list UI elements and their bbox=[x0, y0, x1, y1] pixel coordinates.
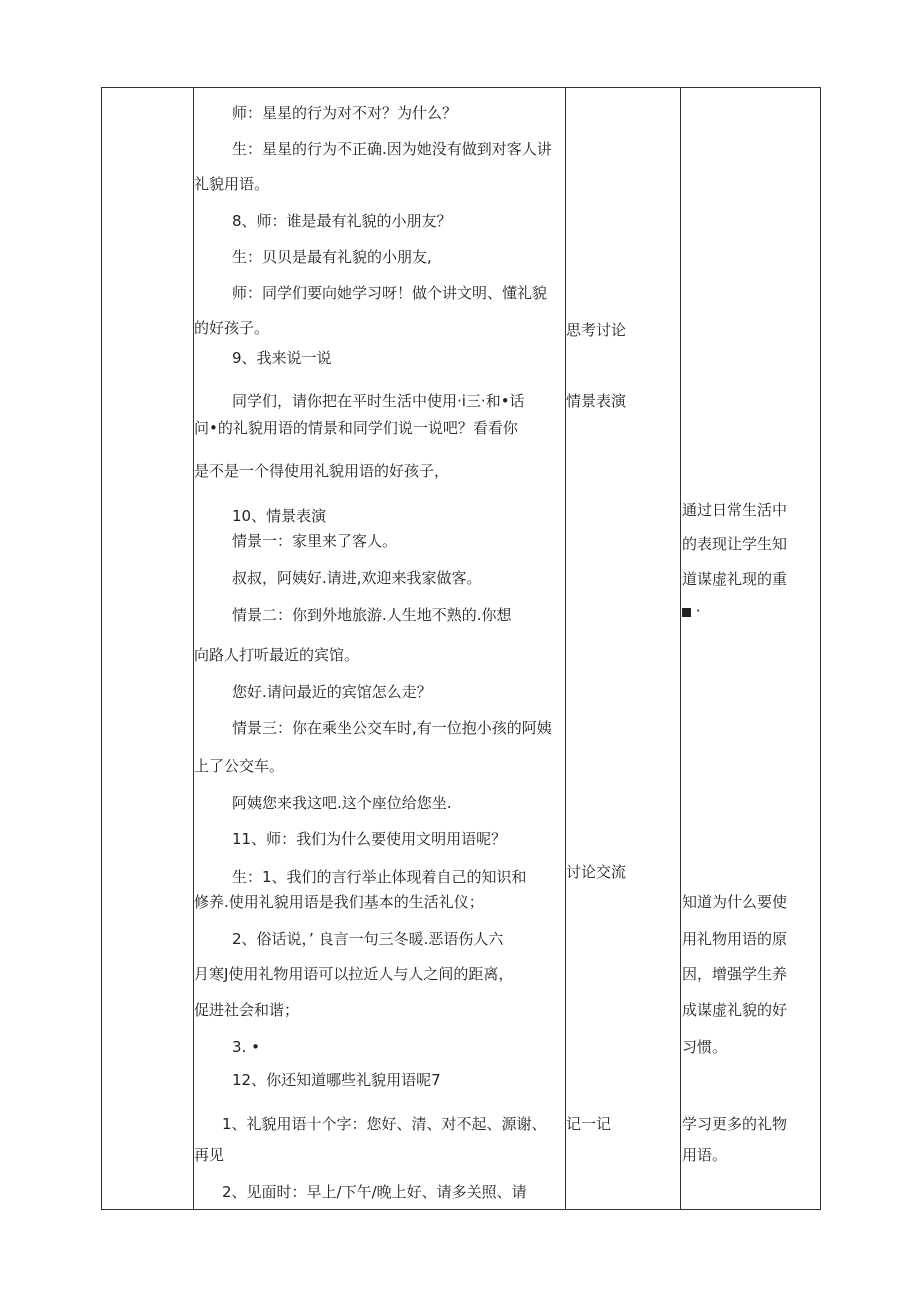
process-line: 1、礼貌用语十个字：您好、清、对不起、源谢、 bbox=[222, 1115, 547, 1133]
square-mark-icon bbox=[682, 608, 691, 617]
table-border-col4 bbox=[680, 87, 681, 1210]
process-line: 月寒J使用礼物用语可以拉近人与人之间的距离， bbox=[194, 965, 514, 983]
process-line: 11、师：我们为什么要使用文明用语呢？ bbox=[232, 830, 507, 848]
process-line: 生：贝贝是最有礼貌的小朋友, bbox=[232, 248, 432, 266]
process-line: 再见 bbox=[194, 1146, 225, 1164]
process-line: 阿姨您来我这吧.这个座位给您坐. bbox=[232, 794, 452, 812]
process-line: 是不是一个得使用礼貌用语的好孩子， bbox=[194, 462, 450, 480]
activity-label: 记一记 bbox=[566, 1115, 612, 1133]
process-line: 上了公交车。 bbox=[194, 757, 285, 775]
process-line: 3. • bbox=[232, 1038, 260, 1056]
activity-label: 思考讨论 bbox=[566, 321, 627, 339]
process-line: 促进社会和谐； bbox=[194, 1001, 300, 1019]
process-line: 9、我来说一说 bbox=[232, 349, 332, 367]
purpose-line: 道谋虚礼现的重 bbox=[682, 570, 788, 588]
process-line: 礼貌用语。 bbox=[194, 175, 270, 193]
process-line: 8、师：谁是最有礼貌的小朋友？ bbox=[232, 212, 452, 230]
process-line: 师：星星的行为对不对？为什么？ bbox=[232, 104, 458, 122]
purpose-line: 因，增强学生养 bbox=[682, 965, 788, 983]
process-line: 12、你还知道哪些礼貌用语呢7 bbox=[232, 1071, 441, 1089]
table-bottom-border bbox=[101, 1209, 821, 1210]
purpose-line: 用礼物用语的原 bbox=[682, 930, 788, 948]
process-line: 情景二：你到外地旅游.人生地不熟的.你想 bbox=[232, 606, 512, 624]
purpose-line-end bbox=[682, 601, 701, 621]
table-border-col3 bbox=[565, 87, 566, 1210]
purpose-line: 成谋虚礼貌的好 bbox=[682, 1001, 788, 1019]
process-line: 2、见面时：早上/下午/晚上好、请多关照、请 bbox=[222, 1183, 527, 1201]
process-line: 师：同学们要向她学习呀！做个讲文明、懂礼貌 bbox=[232, 284, 548, 302]
process-line: 同学们，请你把在平时生活中使用·i三·和•话 bbox=[232, 392, 525, 410]
process-line: 向路人打听最近的宾馆。 bbox=[194, 646, 360, 664]
activity-label: 讨论交流 bbox=[566, 863, 627, 881]
table-border-left bbox=[101, 87, 102, 1210]
process-line: 生：星星的行为不正确.因为她没有做到对客人讲 bbox=[232, 140, 552, 158]
process-line: 情景一：家里来了客人。 bbox=[232, 532, 398, 550]
process-line: 您好.请问最近的宾馆怎么走？ bbox=[232, 683, 432, 701]
purpose-line: 的表现让学生知 bbox=[682, 535, 788, 553]
purpose-line: 知道为什么要使 bbox=[682, 893, 788, 911]
process-line: 情景三：你在乘坐公交车时,有一位抱小孩的阿姨 bbox=[232, 719, 552, 737]
process-line: 的好孩子。 bbox=[194, 319, 270, 337]
activity-label: 情景表演 bbox=[566, 392, 627, 410]
table-border-right bbox=[820, 87, 821, 1210]
purpose-line: 用语。 bbox=[682, 1146, 728, 1164]
process-line: 叔叔，阿姨好.请进,欢迎来我家做客。 bbox=[232, 569, 482, 587]
process-line: 问•的礼貌用语的情景和同学们说一说吧？看看你 bbox=[194, 419, 518, 437]
purpose-line: 通过日常生活中 bbox=[682, 501, 788, 519]
process-line: 修养.使用礼貌用语是我们基本的生活礼仪； bbox=[194, 893, 484, 911]
process-line: 生：1、我们的言行举止体现着自己的知识和 bbox=[232, 868, 527, 886]
table-top-border bbox=[101, 87, 821, 88]
process-line: 10、情景表演 bbox=[232, 507, 327, 525]
purpose-line: 习惯。 bbox=[682, 1038, 728, 1056]
process-line: 2、俗话说，’ 良言一句三冬暖.恶语伤人六 bbox=[232, 930, 504, 948]
purpose-line-dot: · bbox=[695, 602, 701, 620]
purpose-line: 学习更多的礼物 bbox=[682, 1115, 788, 1133]
